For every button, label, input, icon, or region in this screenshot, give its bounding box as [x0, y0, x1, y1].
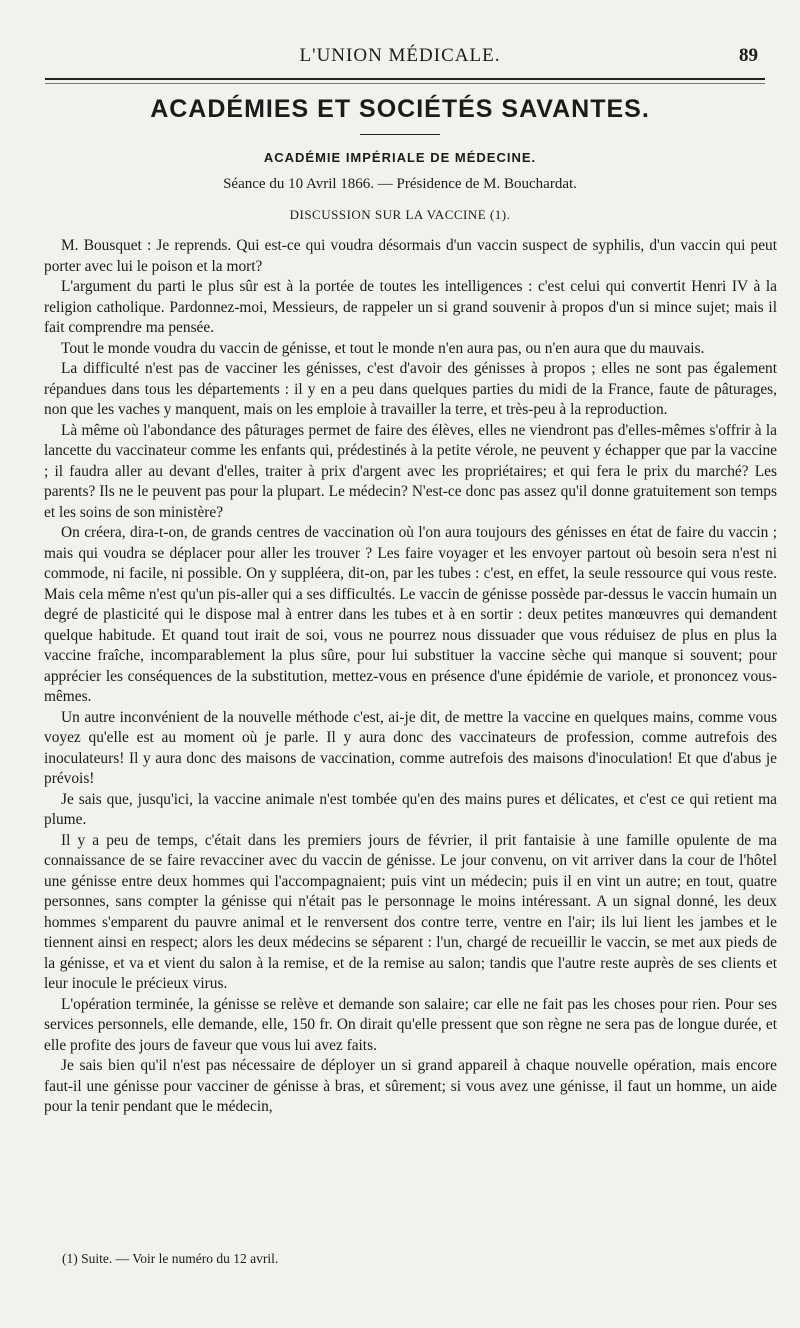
page-number: 89: [739, 45, 758, 66]
footnote-marker: (1).: [489, 207, 511, 222]
paragraph: Je sais que, jusqu'ici, la vaccine animale n'est tombée qu'en des mains pures et délicates, et c'est ce qui retient ma plume.: [44, 790, 777, 828]
paragraph: Je sais bien qu'il n'est pas nécessaire de déployer un si grand appareil à chaque nouvelle opération, mais encore faut-il une génisse pour vacciner de génisse à bras, et sûrement; si vous avez une génisse, il faut un homme, un aide pour la tenir pendant que le médecin,: [44, 1057, 777, 1115]
header-rule: [45, 78, 765, 80]
paragraph: Un autre inconvénient de la nouvelle méthode c'est, ai-je dit, de mettre la vaccine en quelques mains, comme vous voyez qu'elle est au moment où je parle. Il y aura donc des vaccinateurs de profession, comme autrefois des inoculateurs! Il y aura donc des maisons de vaccination, comme autrefois des maisons d'inoculation! Et que d'abus je prévois!: [44, 708, 777, 787]
session-line: Séance du 10 Avril 1866. — Présidence de M. Bouchardat.: [223, 176, 577, 192]
paragraph: On créera, dira-t-on, de grands centres de vaccination où l'on aura toujours des génisses en état de faire du vaccin ; mais qui voudra se déplacer pour aller les trouver ? Les faire voyager et les envoyer partout où besoin sera n'est ni commode, ni facile, ni possible. On y suppléera, dit-on, par les tubes : c'est, en effet, la seule ressource qui vous reste. Mais cela même n'est qu'un pis-aller qui a ses difficultés. Le vaccin de génisse possède par-dessus le vaccin humain un degré de plasticité qui le dispose mal à entrer dans les tubes et à en sortir : deux petites manœuvres qui demandent quelque habitude. Et quand tout irait de soi, vous ne pourrez nous dissuader que vous réduisez de plus en plus la vaccine fraîche, incomparablement la plus sûre, pour lui substituer la vaccine sèche qui manque si souvent; pour apprécier les conséquences de la substitution, mettez-vous en présence d'une épidémie de variole, et prononcez vous-mêmes.: [44, 524, 777, 705]
paragraph: M. Bousquet : Je reprends. Qui est-ce qui voudra désormais d'un vaccin suspect de syphilis, d'un vaccin qui peut porter avec lui le poison et la mort?: [44, 237, 777, 275]
discussion-heading: [0, 207, 800, 223]
header-rule-thin: [45, 83, 765, 84]
paragraph: Là même où l'abondance des pâturages permet de faire des élèves, elles ne viendront pas d'elles-mêmes s'offrir à la lancette du vaccinateur comme les enfants qui, prédestinés à la petite vérole, ne peuvent y échapper que par la vaccine ; il faudra aller au devant d'elles, traiter à prix d'argent avec les propriétaires; et qui fera le prix du marché? Les parents? Ils ne le peuvent pas pour la plupart. Le médecin? N'est-ce donc pas assez qu'il donne gratuitement son temps et les soins de son ministère?: [44, 421, 777, 521]
paragraph: Tout le monde voudra du vaccin de génisse, et tout le monde n'en aura pas, ou n'en aura que du mauvais.: [61, 339, 705, 357]
paragraph: L'opération terminée, la génisse se relève et demande son salaire; car elle ne fait pas les choses pour rien. Pour ses services personnels, elle demande, elle, 150 fr. On dirait qu'elle pressent que son règne ne sera pas de longue durée, et elle profite des jours de faveur que vous lui avez faits.: [44, 995, 777, 1054]
section-divider: [360, 134, 440, 135]
paragraph: L'argument du parti le plus sûr est à la portée de toutes les intelligences : c'est celui qui convertit Henri IV à la religion catholique. Pardonnez-moi, Messieurs, de rappeler un si grand souvenir à propos d'un si mince sujet; mais il fait comprendre ma pensée.: [44, 278, 777, 336]
academy-heading: ACADÉMIE IMPÉRIALE DE MÉDECINE.: [263, 150, 537, 165]
paragraph: La difficulté n'est pas de vacciner les génisses, c'est d'avoir des génisses à propos ; elles ne sont pas également répandues dans tous les départements : il y en a peu dans quelques parties du midi de la France, faute de pâturages, non que les vaches y manquent, mais on les emploie à travailler la terre, et très-peu à la reproduction.: [44, 360, 777, 418]
footnote: (1) Suite. — Voir le numéro du 12 avril.: [62, 1251, 279, 1266]
section-title: ACADÉMIES ET SOCIÉTÉS SAVANTES.: [150, 95, 650, 123]
running-title: L'UNION MÉDICALE.: [299, 45, 501, 66]
paragraph: Il y a peu de temps, c'était dans les premiers jours de février, il prit fantaisie à une famille opulente de ma connaissance de se faire revacciner avec du vaccin de génisse. Le jour convenu, on vit arriver dans la cour de l'hôtel une génisse entre deux hommes qui l'accompagnaient; puis vint un médecin; puis il en vint un autre; en tout, quatre personnes, sans compter la génisse qui n'était pas le personnage le moins intéressant. A un signal donné, les deux hommes s'emparent du pauvre animal et le renversent dos contre terre, ventre en l'air; ils lui lient les jambes et le tiennent ainsi en respect; alors les deux médecins se séparent : l'un, chargé de recueillir le vaccin, se met aux pieds de la génisse, et va et vient du salon à la remise, et de la remise au salon; tandis que l'autre reste auprès de ses clients et leur inocule le précieux virus.: [44, 831, 777, 992]
discussion-title: DISCUSSION SUR LA VACCINE: [289, 207, 487, 222]
article-body: [44, 236, 777, 1118]
